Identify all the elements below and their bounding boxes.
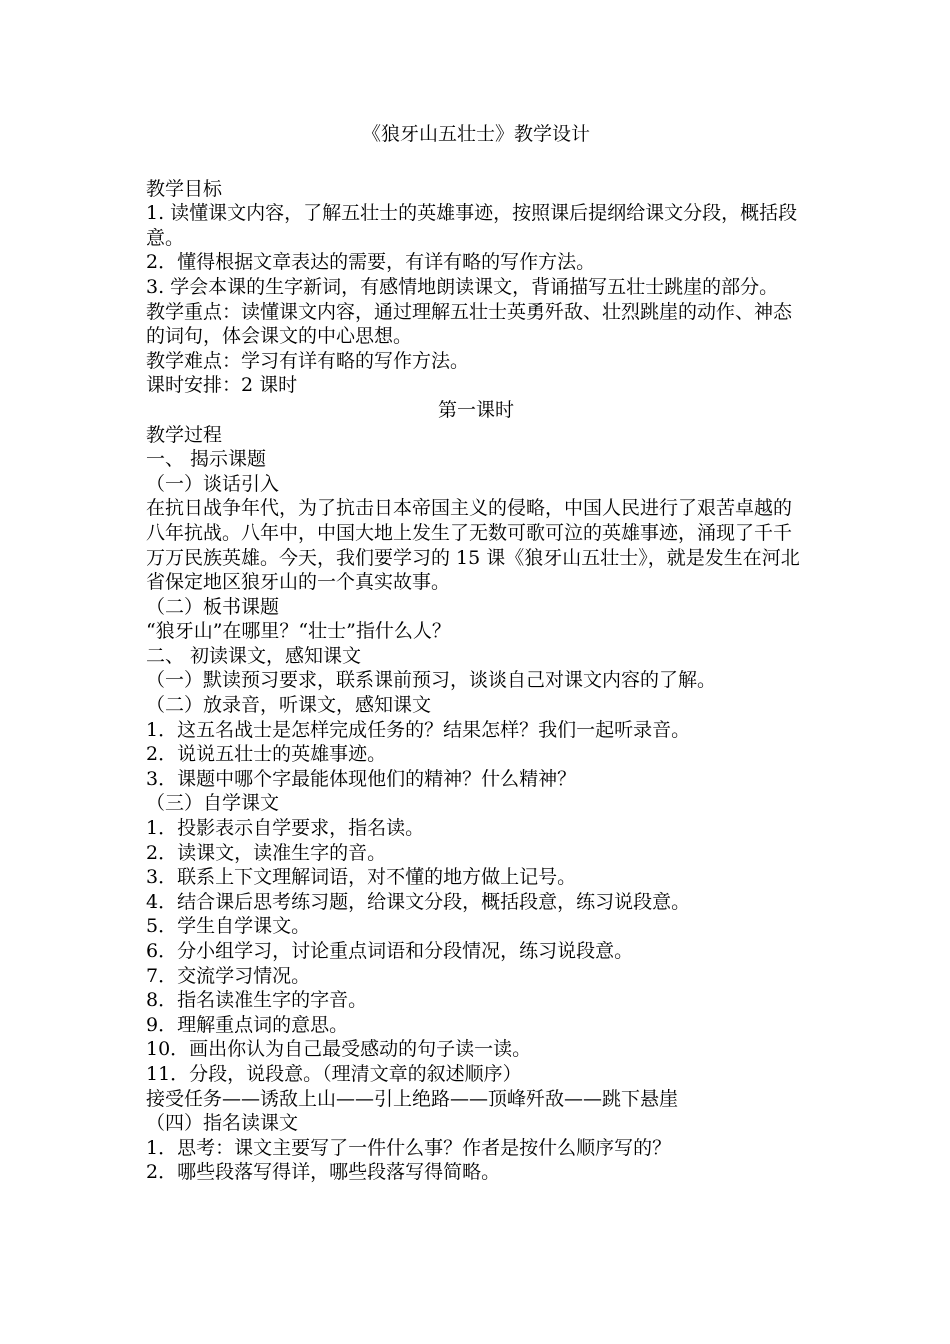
list-item: 7．交流学习情况。 bbox=[146, 964, 311, 987]
subsection-heading: （一）谈话引入 bbox=[146, 472, 280, 495]
question-text: “狼牙山”在哪里？“壮士”指什么人？ bbox=[146, 620, 451, 643]
list-item: 2．读课文，读准生字的音。 bbox=[146, 841, 387, 864]
list-item: 4．结合课后思考练习题，给课文分段，概括段意，练习说段意。 bbox=[146, 890, 691, 913]
objective-item: 3. 学会本课的生字新词，有感情地朗读课文，背诵描写五壮士跳崖的部分。 bbox=[146, 275, 779, 298]
lesson-heading: 第一课时 bbox=[437, 398, 514, 421]
list-item: 2．哪些段落写得详，哪些段落写得简略。 bbox=[146, 1161, 501, 1184]
intro-paragraph: 在抗日战争年代，为了抗击日本帝国主义的侵略，中国人民进行了艰苦卓越的八年抗战。八年中，中国大地上发生了无数可歌可泣的英雄事迹，涌现了千千万万民族英雄。今天，我们要学习的 15 课《狼牙山五壮士》，就是发生在河北省保定地区狼牙山的一个真实故事。 bbox=[146, 497, 800, 594]
subsection-heading: （二）板书课题 bbox=[146, 595, 280, 618]
list-item: 1．投影表示自学要求，指名读。 bbox=[146, 817, 425, 840]
list-item: 5．学生自学课文。 bbox=[146, 915, 311, 938]
document-title: 《狼牙山五壮士》教学设计 bbox=[361, 123, 590, 145]
subsection-heading: （一）默读预习要求，联系课前预习，谈谈自己对课文内容的了解。 bbox=[146, 669, 717, 692]
section-heading: 一、 揭示课题 bbox=[146, 448, 267, 471]
difficulty: 教学难点：学习有详有略的写作方法。 bbox=[146, 349, 470, 372]
list-item: 10．画出你认为自己最受感动的句子读一读。 bbox=[146, 1038, 532, 1061]
subsection-heading: （三）自学课文 bbox=[146, 792, 280, 815]
section-heading: 二、 初读课文，感知课文 bbox=[146, 644, 362, 667]
list-item: 8．指名读准生字的字音。 bbox=[146, 989, 368, 1012]
objective-item: 2．懂得根据文章表达的需要，有详有略的写作方法。 bbox=[146, 251, 596, 274]
subsection-heading: （二）放录音，听课文，感知课文 bbox=[146, 694, 432, 717]
list-item: 9．理解重点词的意思。 bbox=[146, 1013, 349, 1036]
list-item: 1．这五名战士是怎样完成任务的？结果怎样？我们一起听录音。 bbox=[146, 718, 691, 741]
list-item: 1．思考：课文主要写了一件什么事？作者是按什么顺序写的？ bbox=[146, 1136, 672, 1159]
sequence-line: 接受任务——诱敌上山——引上绝路——顶峰歼敌——跳下悬崖 bbox=[146, 1087, 679, 1110]
key-points: 教学重点：读懂课文内容，通过理解五壮士英勇歼敌、壮烈跳崖的动作、神态的词句，体会课文的中心思想。 bbox=[146, 300, 793, 348]
list-item: 6．分小组学习，讨论重点词语和分段情况，练习说段意。 bbox=[146, 940, 634, 962]
objective-item: 1. 读懂课文内容，了解五壮士的英雄事迹，按照课后提纲给课文分段，概括段意。 bbox=[146, 202, 798, 249]
objectives-heading: 教学目标 bbox=[146, 177, 223, 200]
document-page bbox=[146, 122, 806, 1185]
process-heading: 教学过程 bbox=[146, 423, 223, 446]
schedule: 课时安排：2 课时 bbox=[146, 374, 298, 397]
list-item: 3．课题中哪个字最能体现他们的精神？什么精神？ bbox=[146, 767, 577, 790]
list-item: 11．分段，说段意。（理清文章的叙述顺序） bbox=[146, 1062, 522, 1085]
list-item: 2．说说五壮士的英雄事迹。 bbox=[146, 743, 387, 766]
list-item: 3．联系上下文理解词语，对不懂的地方做上记号。 bbox=[146, 866, 577, 889]
subsection-heading: （四）指名读课文 bbox=[146, 1112, 299, 1135]
